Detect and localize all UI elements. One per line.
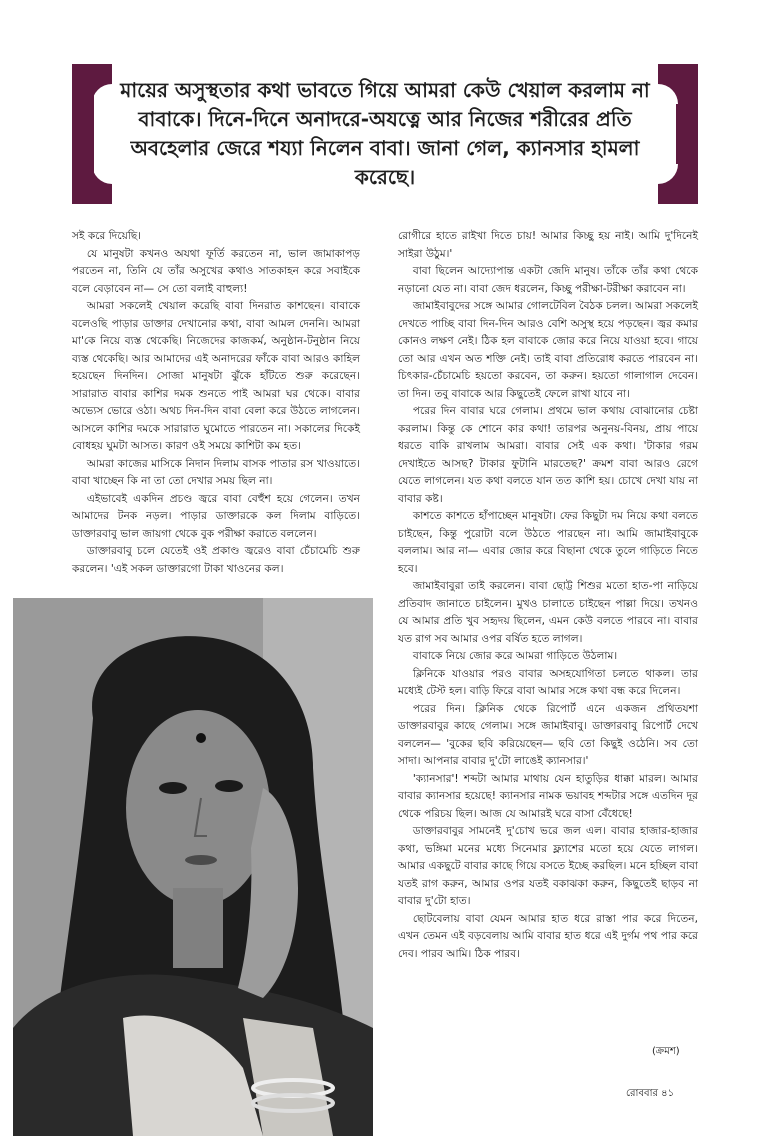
paragraph: যে মানুষটা কখনও অযথা ফূর্তি করতেন না, ভাল জামাকাপড় পরতেন না, তিনি যে তাঁর অসুখের কথাও সাতকাহন করে সবাইকে বলে বেড়াবেন না— সে তো বলাই বাহুল্য! [72, 247, 360, 295]
paragraph: কাশতে কাশতে হাঁপাচ্ছেন মানুষটা। ফের কিছুটা দম নিয়ে কথা বলতে চাইছেন, কিন্তু পুরোটা বলে উঠতে পারছেন না। আমি জামাইবাবুকে বললাম। আর না— এবার জোর করে বিছানা থেকে তুলে গাড়িতে নিতে হবে। [398, 510, 698, 575]
paragraph: জামাইবাবুদের সঙ্গে আমার গোলটেবিল বৈঠক চলল। আমরা সকলেই দেখতে পাচ্ছি বাবা দিন-দিন আরও বেশি অসুস্থ হয়ে পড়ছেন। জ্বর কমার কোনও লক্ষণ নেই। ঠিক হল বাবাকে জোর করে নিয়ে যাওয়া হবে। গায়ে তো আর এখন অত শক্তি নেই। তাই বাবা প্রতিরোধ করতে পারবেন না। চিৎকার-চেঁচামেচি হয়তো করবেন, তা করুন। হয়তো গালাগাল দেবেন। তা দিন। তবু বাবাকে আর কিছুতেই ফেলে রাখা যাবে না। [398, 300, 698, 400]
page-footer: রোববার ৪১ [626, 1088, 675, 1099]
paragraph: ডাক্তারবাবুর সামনেই দু'চোখ ভরে জল এল। বাবার হাজার-হাজার কথা, ভঙ্গিমা মনের মধ্যে সিনেমার ফ্ল্যাশের মতো হয়ে যেতে লাগল। আমার একছুটে বাবার কাছে গিয়ে বসতে ইচ্ছে করছিল। মনে হচ্ছিল বাবা যতই রাগ করুন, আমার ওপর যতই বকাঝকা করুন, কিছুতেই ছাড়ব না বাবার দু'টো হাত। [398, 825, 698, 907]
paragraph: আমরা কাজের মাসিকে নিদান দিলাম বাসক পাতার রস খাওয়াতে। বাবা খাচ্ছেন কি না তা তো দেখার সময় ছিল না। [72, 457, 360, 487]
paragraph: ক্লিনিকে যাওয়ার পরও বাবার অসহযোগিতা চলতে থাকল। তার মধ্যেই টেস্ট হল। বাড়ি ফিরে বাবা আমার সঙ্গে কথা বন্ধ করে দিলেন। [398, 667, 698, 697]
right-article-column [398, 228, 698, 963]
paragraph: পরের দিন বাবার ঘরে গেলাম। প্রথমে ভাল কথায় বোঝানোর চেষ্টা করলাম। কিন্তু কে শোনে কার কথা! তারপর অনুনয়-বিনয়, প্রায় পায়ে ধরতে বাকি রাখলাম আমরা। বাবার সেই এক কথা। 'টাকার গরম দেখাইতে আসছ? টাকার ফুটানি মারতেছ?' ক্রমশ বাবা আরও রেগে যেতে লাগলেন। যত কথা বলতে যান তত কাশি হয়। চোখে দেখা যায় না বাবার কষ্ট। [398, 405, 698, 505]
pull-quote [72, 64, 698, 204]
pull-quote-text: মায়ের অসুস্থতার কথা ভাবতে গিয়ে আমরা কেউ খেয়াল করলাম না বাবাকে। দিনে-দিনে অনাদরে-অযত্নে আর নিজের শরীরের প্রতি অবহেলার জেরে শয্যা নিলেন বাবা। জানা গেল, ক্যানসার হামলা করেছে। [120, 78, 650, 189]
paragraph: আমরা সকলেই খেয়াল করেছি বাবা দিনরাত কাশছেন। বাবাকে বলেওছি পাড়ার ডাক্তার দেখানোর কথা, বাবা আমল দেননি। আমরা মা'কে নিয়ে ব্যস্ত থেকেছি। নিজেদের কাজকর্ম, অনুষ্ঠান-টনুষ্ঠান নিয়ে ব্যস্ত থেকেছি। আর আমাদের এই অনাদরের ফাঁকে বাবা আরও কাহিল হয়েছেন দিনদিন। সোজা মানুষটা ঝুঁকে হাঁটতে শুরু করেছেন। সারারাত বাবার কাশির দমক শুনতে পাই আমরা ঘর থেকে। বাবার অভ্যেস ভোরে ওঠা। অথচ দিন-দিন বাবা বেলা করে উঠতে লাগলেন। আসলে কাশির দমকে সারারাত ঘুমোতে পারতেন না। সকালের দিকেই বোধহয় ঘুমটা আসত। কারণ ওই সময়ে কাশিটা কম হত। [72, 300, 360, 452]
paragraph: এইভাবেই একদিন প্রচণ্ড জ্বরে বাবা বেহুঁশ হয়ে গেলেন। তখন আমাদের টনক নড়ল। পাড়ার ডাক্তারকে কল দিলাম বাড়িতে। ডাক্তারবাবু ভাল জায়গা থেকে বুক পরীক্ষা করাতে বললেন। [72, 492, 360, 540]
paragraph: 'ক্যানসার'! শব্দটা আমার মাথায় যেন হাতুড়ির ধাক্কা মারল। আমার বাবার ক্যানসার হয়েছে! ক্যানসার নামক ভয়াবহ শব্দটার সঙ্গে এতদিন দূর থেকে পরিচয় ছিল। আজ যে আমারই ঘরে বাসা বেঁধেছে! [398, 772, 698, 820]
paragraph: বাবা ছিলেন আদ্যোপান্ত একটা জেদি মানুষ। তাঁকে তাঁর কথা থেকে নড়ানো যেত না। বাবা জেদ ধরলেন, কিচ্ছু পরীক্ষা-টরীক্ষা করাবেন না। [398, 265, 698, 295]
continued-note: (ক্রমশ) [652, 1046, 680, 1057]
paragraph: সই করে দিয়েছি। [72, 230, 142, 242]
paragraph: ডাক্তারবাবু চলে যেতেই ওই প্রকাণ্ড জ্বরেও বাবা চেঁচামেচি শুরু করলেন। 'এই সকল ডাক্তারগো টাকা খাওনের কল। [72, 545, 360, 575]
left-article-column [72, 228, 360, 578]
actress-photo [13, 598, 373, 1136]
paragraph: জামাইবাবুরা তাই করলেন। বাবা ছোট্ট শিশুর মতো হাত-পা নাড়িয়ে প্রতিবাদ জানাতে চাইলেন। মুখও চালাতে চাইছেন পাল্লা দিয়ে। তখনও যে আমার প্রতি খুব সহৃদয় ছিলেন, এমন কেউ বলতে পারবে না। বাবার যত রাগ সব আমার ওপর বর্ষিত হতে লাগল। [398, 580, 698, 645]
paragraph: রোগীরে হাতে রাইখা দিতে চায়! আমার কিচ্ছু হয় নাই। আমি দু'দিনেই সাইরা উঠুম।' [398, 230, 698, 260]
pull-quote-right-ornament [658, 64, 698, 204]
paragraph: ছোটবেলায় বাবা যেমন আমার হাত ধরে রাস্তা পার করে দিতেন, এখন তেমন এই বড়বেলায় আমি বাবার হাত ধরে এই দুর্গম পথ পার করে দেব। পারব আমি। ঠিক পারব। [398, 912, 698, 960]
pull-quote-left-ornament [72, 64, 112, 204]
paragraph: পরের দিন। ক্লিনিক থেকে রিপোর্ট এনে একজন প্রথিতযশা ডাক্তারবাবুর কাছে গেলাম। সঙ্গে জামাইবাবু। ডাক্তারবাবু রিপোর্ট দেখে বললেন— 'বুকের ছবি করিয়েছেন— ছবি তো কিছুই ওঠেনি। সব তো সাদা। আপনার বাবার দু'টো লাঙেই ক্যানসার।' [398, 702, 698, 767]
paragraph: বাবাকে নিয়ে জোর করে আমরা গাড়িতে উঠলাম। [412, 650, 618, 662]
